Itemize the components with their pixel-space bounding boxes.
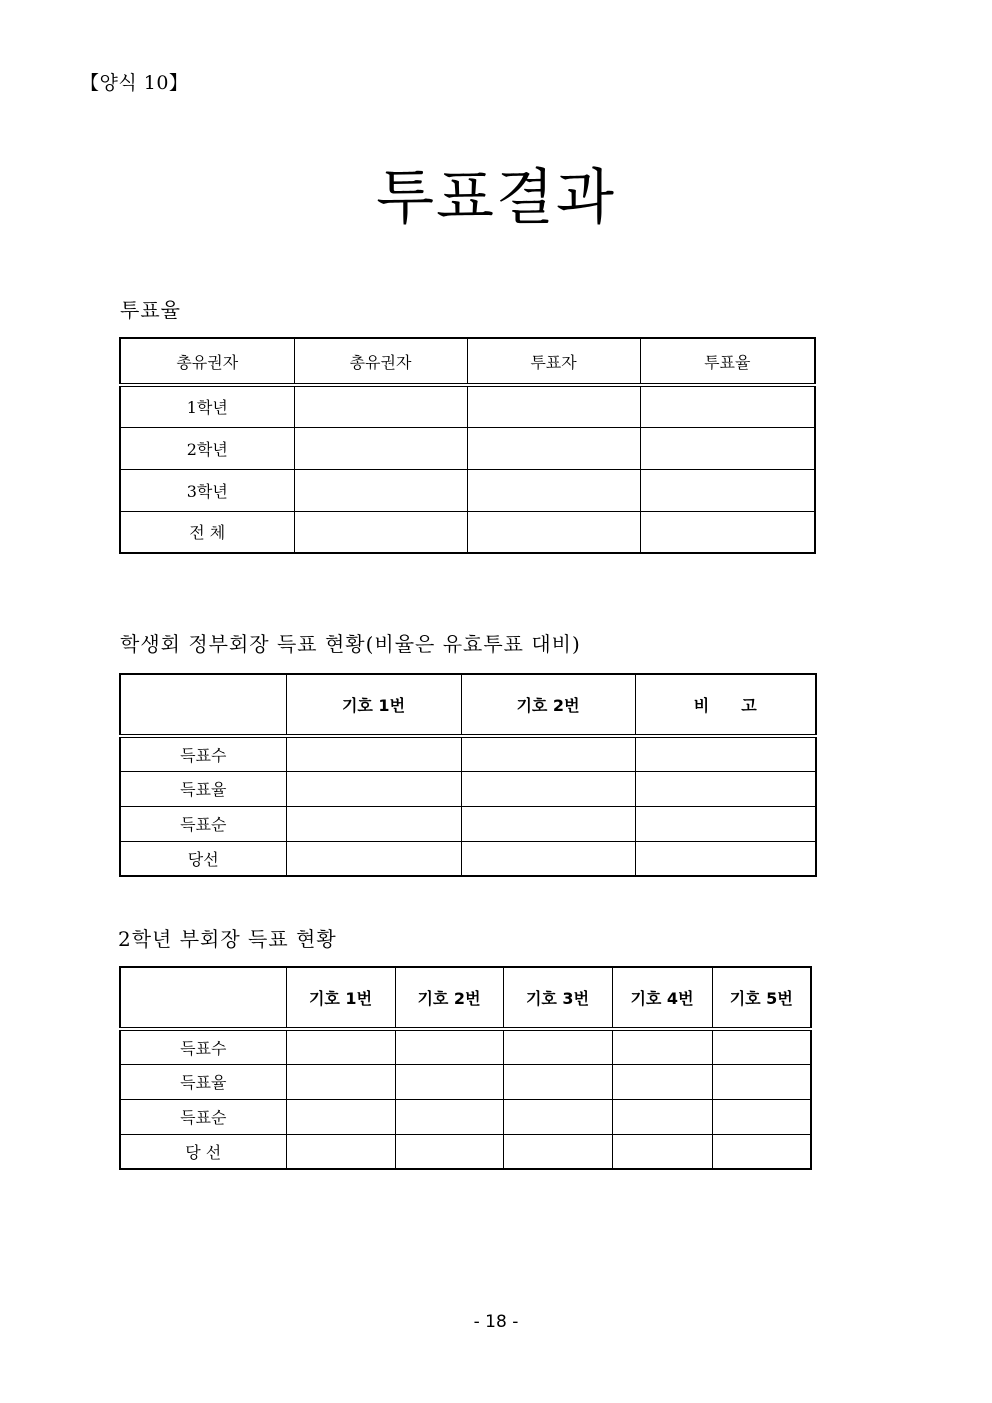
input-cell[interactable] xyxy=(467,385,640,427)
input-cell[interactable] xyxy=(395,1064,503,1099)
input-cell[interactable] xyxy=(286,1064,395,1099)
input-cell[interactable] xyxy=(640,469,815,511)
input-cell[interactable] xyxy=(612,1029,712,1064)
row-label: 득표순 xyxy=(120,1099,286,1134)
document-title: 투표결과 xyxy=(376,163,616,233)
table-row xyxy=(120,806,816,841)
input-cell[interactable] xyxy=(395,1134,503,1169)
header-cell: 투표자 xyxy=(467,338,640,385)
input-cell[interactable] xyxy=(294,511,467,553)
row-label: 당선 xyxy=(120,841,286,876)
table-row xyxy=(120,841,816,876)
input-cell[interactable] xyxy=(467,469,640,511)
vice-president-header-row xyxy=(120,967,811,1029)
president-table xyxy=(119,673,817,877)
row-label: 득표율 xyxy=(120,1064,286,1099)
table-row xyxy=(120,511,815,553)
input-cell[interactable] xyxy=(640,511,815,553)
turnout-section-title: 투표율 xyxy=(120,298,181,322)
table-row xyxy=(120,736,816,771)
input-cell[interactable] xyxy=(635,771,816,806)
input-cell[interactable] xyxy=(503,1134,612,1169)
header-cell: 총유권자 xyxy=(294,338,467,385)
input-cell[interactable] xyxy=(286,1029,395,1064)
input-cell[interactable] xyxy=(286,1134,395,1169)
header-cell-empty xyxy=(120,967,286,1029)
input-cell[interactable] xyxy=(294,385,467,427)
input-cell[interactable] xyxy=(395,1029,503,1064)
input-cell[interactable] xyxy=(461,806,635,841)
table-row xyxy=(120,1064,811,1099)
input-cell[interactable] xyxy=(461,841,635,876)
row-label: 득표순 xyxy=(120,806,286,841)
input-cell[interactable] xyxy=(503,1099,612,1134)
turnout-header-row xyxy=(120,338,815,385)
input-cell[interactable] xyxy=(467,511,640,553)
input-cell[interactable] xyxy=(712,1134,811,1169)
header-cell: 총유권자 xyxy=(120,338,294,385)
input-cell[interactable] xyxy=(640,385,815,427)
input-cell[interactable] xyxy=(286,771,461,806)
header-cell: 투표율 xyxy=(640,338,815,385)
table-row xyxy=(120,385,815,427)
table-row xyxy=(120,469,815,511)
input-cell[interactable] xyxy=(635,736,816,771)
page-number: - 18 - xyxy=(473,1312,519,1332)
header-cell: 기호 1번 xyxy=(286,967,395,1029)
row-label: 득표율 xyxy=(120,771,286,806)
header-cell: 기호 5번 xyxy=(712,967,811,1029)
input-cell[interactable] xyxy=(286,806,461,841)
row-label: 3학년 xyxy=(120,469,294,511)
president-header-row xyxy=(120,674,816,736)
header-cell: 기호 4번 xyxy=(612,967,712,1029)
table-row xyxy=(120,1029,811,1064)
header-cell-empty xyxy=(120,674,286,736)
input-cell[interactable] xyxy=(712,1064,811,1099)
table-row xyxy=(120,1099,811,1134)
row-label: 당 선 xyxy=(120,1134,286,1169)
input-cell[interactable] xyxy=(712,1029,811,1064)
row-label: 득표수 xyxy=(120,1029,286,1064)
header-cell: 비 고 xyxy=(635,674,816,736)
input-cell[interactable] xyxy=(286,1099,395,1134)
row-label: 득표수 xyxy=(120,736,286,771)
vice-president-table xyxy=(119,966,812,1170)
input-cell[interactable] xyxy=(395,1099,503,1134)
input-cell[interactable] xyxy=(461,771,635,806)
input-cell[interactable] xyxy=(612,1064,712,1099)
header-cell: 기호 2번 xyxy=(395,967,503,1029)
turnout-table xyxy=(119,337,816,554)
form-label: 【양식 10】 xyxy=(80,72,189,94)
input-cell[interactable] xyxy=(612,1099,712,1134)
input-cell[interactable] xyxy=(635,806,816,841)
input-cell[interactable] xyxy=(640,427,815,469)
input-cell[interactable] xyxy=(286,736,461,771)
table-row xyxy=(120,771,816,806)
input-cell[interactable] xyxy=(503,1029,612,1064)
vice-president-section-title: 2학년 부회장 득표 현황 xyxy=(118,927,337,951)
president-section-title: 학생회 정부회장 득표 현황(비율은 유효투표 대비) xyxy=(120,632,581,656)
table-row xyxy=(120,427,815,469)
input-cell[interactable] xyxy=(294,427,467,469)
table-row xyxy=(120,1134,811,1169)
row-label: 1학년 xyxy=(120,385,294,427)
header-cell: 기호 1번 xyxy=(286,674,461,736)
input-cell[interactable] xyxy=(294,469,467,511)
row-label: 전 체 xyxy=(120,511,294,553)
header-cell: 기호 3번 xyxy=(503,967,612,1029)
input-cell[interactable] xyxy=(612,1134,712,1169)
input-cell[interactable] xyxy=(467,427,640,469)
input-cell[interactable] xyxy=(712,1099,811,1134)
header-cell: 기호 2번 xyxy=(461,674,635,736)
input-cell[interactable] xyxy=(635,841,816,876)
input-cell[interactable] xyxy=(286,841,461,876)
input-cell[interactable] xyxy=(503,1064,612,1099)
row-label: 2학년 xyxy=(120,427,294,469)
input-cell[interactable] xyxy=(461,736,635,771)
